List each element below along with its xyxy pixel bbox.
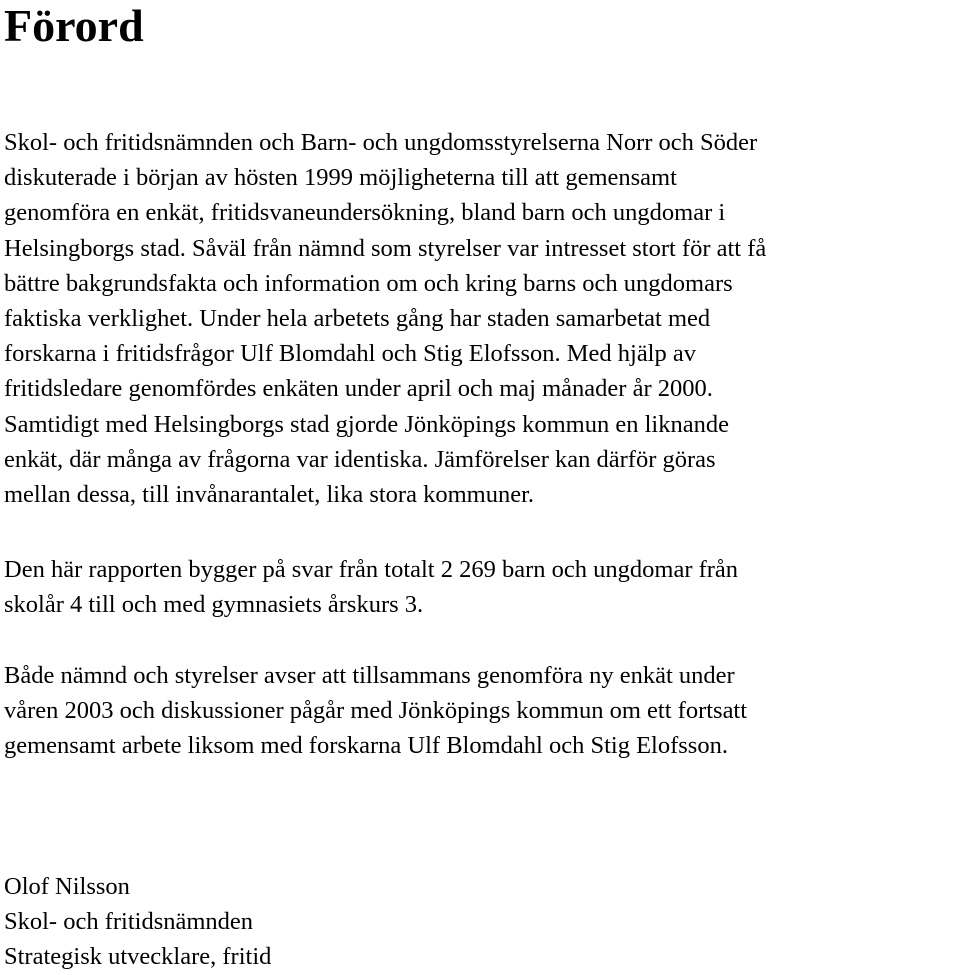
signature-role: Strategisk utvecklare, fritid: [4, 943, 272, 970]
text-line: bättre bakgrundsfakta och information om och kring barns och ungdomars: [4, 269, 733, 297]
text-line: Både nämnd och styrelser avser att tillsammans genomföra ny enkät under: [4, 662, 735, 689]
text-line: mellan dessa, till invånarantalet, lika stora kommuner.: [4, 481, 535, 509]
text-line: gemensamt arbete liksom med forskarna Ulf Blomdahl och Stig Elofsson.: [4, 732, 728, 760]
text-line: skolår 4 till och med gymnasiets årskurs 3.: [4, 591, 424, 619]
text-line: enkät, där många av frågorna var identiska. Jämförelser kan därför göras: [4, 445, 716, 473]
signature-name: Olof Nilsson: [4, 873, 130, 900]
text-line: Skol- och fritidsnämnden och Barn- och ungdomsstyrelserna Norr och Söder: [4, 129, 758, 156]
text-line: Samtidigt med Helsingborgs stad gjorde Jönköpings kommun en liknande: [4, 410, 729, 438]
paragraph-intro: [4, 125, 956, 512]
paragraph-future-plans: [4, 658, 956, 764]
text-line: genomföra en enkät, fritidsvaneundersökning, bland barn och ungdomar i: [4, 199, 726, 227]
text-line: Helsingborgs stad. Såväl från nämnd som styrelser var intresset stort för att få: [4, 234, 767, 262]
signature-organization: Skol- och fritidsnämnden: [4, 908, 254, 935]
page-title: Förord: [4, 0, 144, 51]
text-line: forskarna i fritidsfrågor Ulf Blomdahl och Stig Elofsson. Med hjälp av: [4, 340, 696, 368]
text-line: fritidsledare genomfördes enkäten under april och maj månader år 2000.: [4, 375, 713, 403]
text-line: våren 2003 och diskussioner pågår med Jönköpings kommun om ett fortsatt: [4, 697, 748, 725]
text-line: diskuterade i början av hösten 1999 möjligheterna till att gemensamt: [4, 164, 677, 192]
signature-block: [4, 869, 271, 974]
text-line: faktiska verklighet. Under hela arbetets gång har staden samarbetat med: [4, 305, 711, 333]
text-line: Den här rapporten bygger på svar från totalt 2 269 barn och ungdomar från: [4, 556, 739, 583]
paragraph-report-basis: [4, 552, 956, 622]
